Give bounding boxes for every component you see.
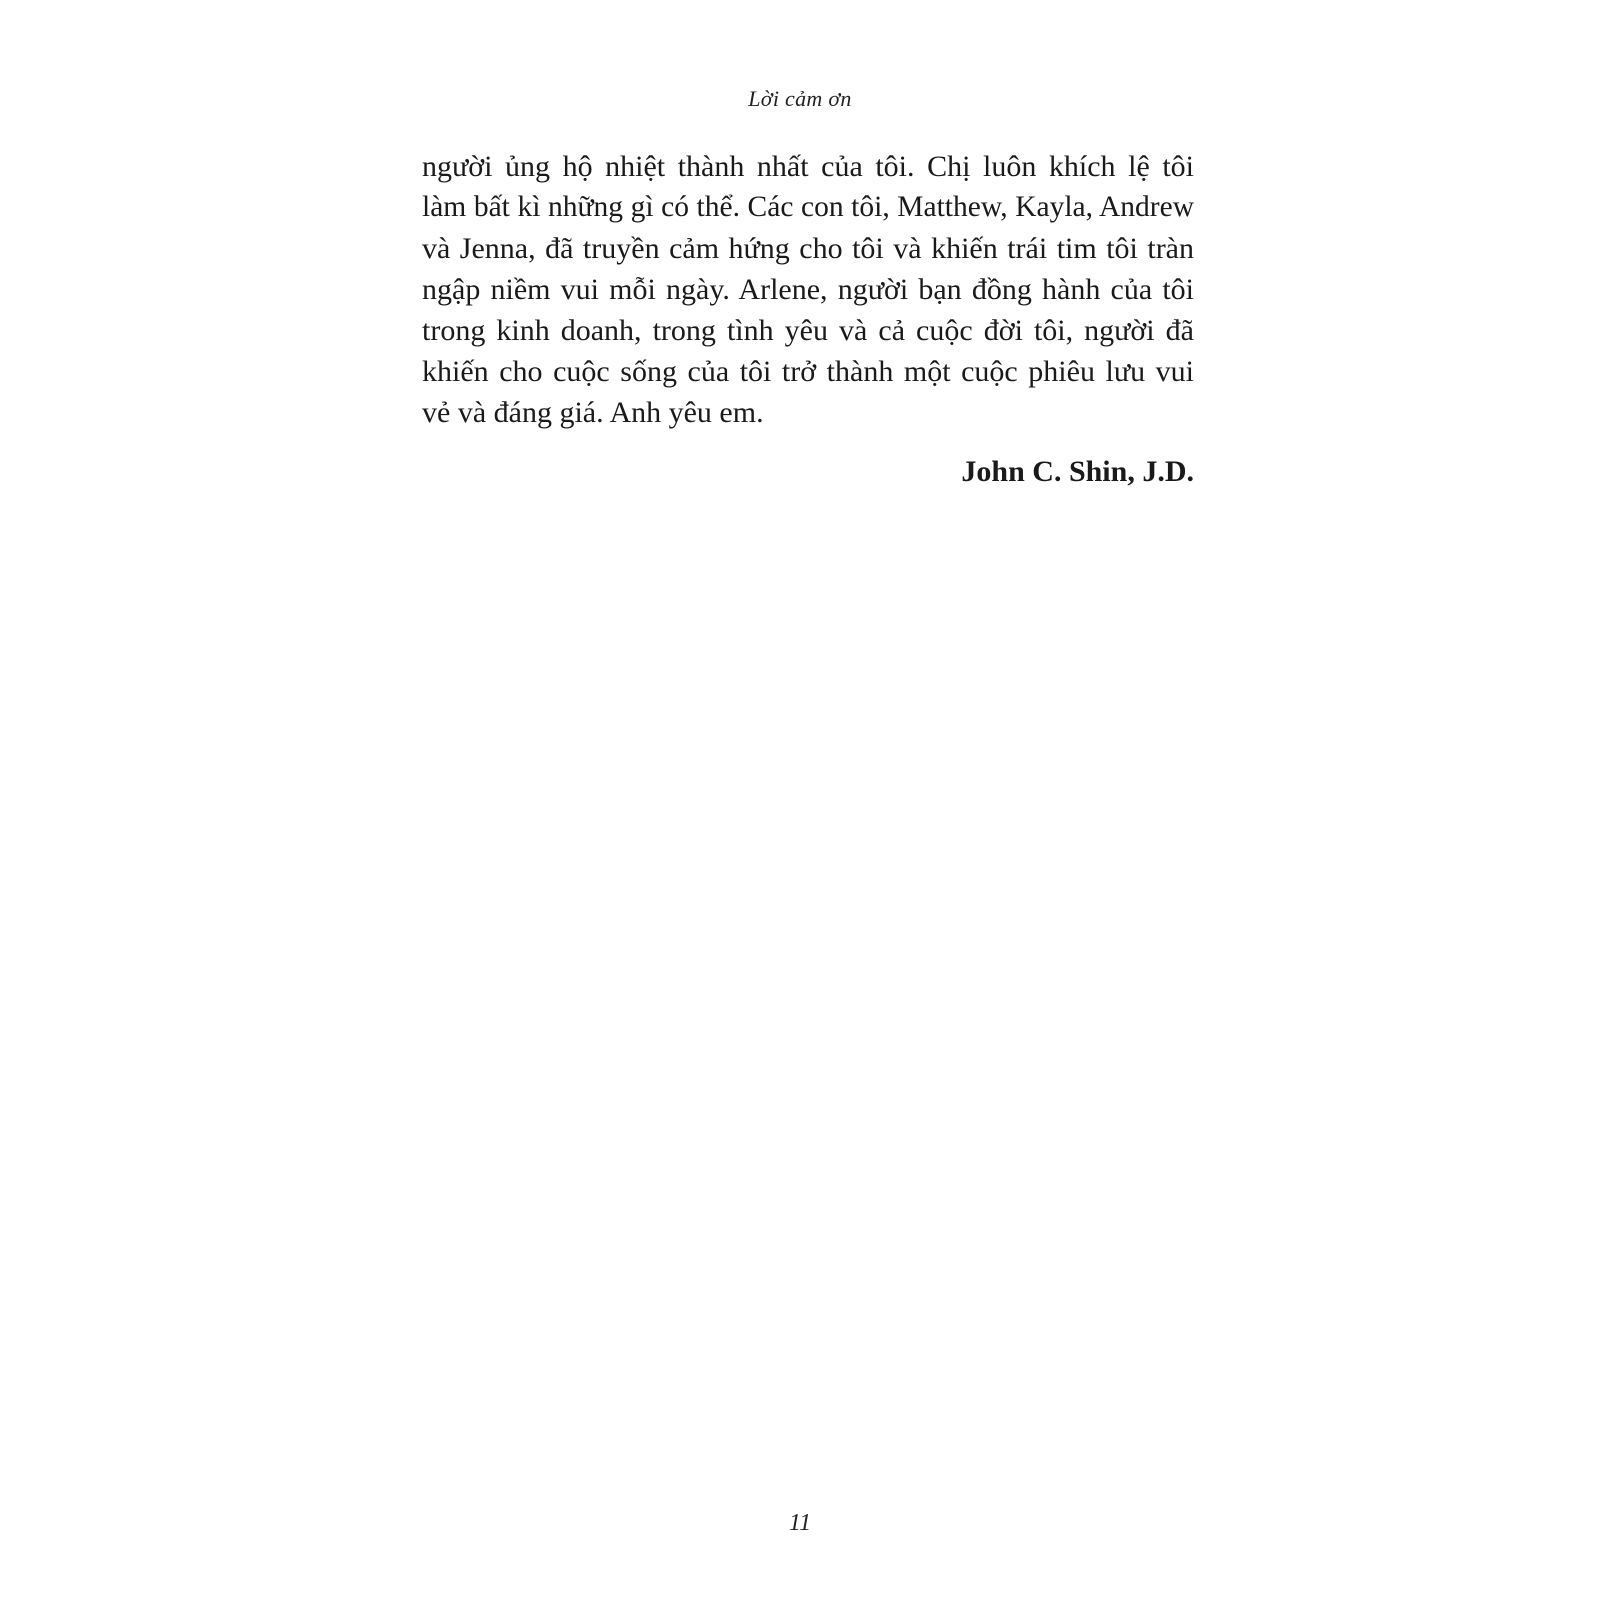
body-paragraph <box>422 146 1194 433</box>
text-line: người ủng hộ nhiệt thành nhất của tôi. Chị luôn khích lệ tôi <box>422 150 1194 183</box>
text-line: làm bất kì những gì có thể. Các con tôi, Matthew, Kayla, Andrew <box>422 191 1194 223</box>
text-line: và Jenna, đã truyền cảm hứng cho tôi và khiến trái tim tôi tràn <box>422 232 1194 265</box>
running-header: Lời cảm ơn <box>748 86 852 111</box>
page-number: 11 <box>788 1510 812 1536</box>
text-line: vẻ và đáng giá. Anh yêu em. <box>422 396 764 429</box>
text-line: ngập niềm vui mỗi ngày. Arlene, người bạn đồng hành của tôi <box>422 273 1194 306</box>
author-signature: John C. Shin, J.D. <box>961 455 1194 488</box>
text-line: khiến cho cuộc sống của tôi trở thành một cuộc phiêu lưu vui <box>422 355 1194 388</box>
text-line: trong kinh doanh, trong tình yêu và cả cuộc đời tôi, người đã <box>422 314 1194 347</box>
